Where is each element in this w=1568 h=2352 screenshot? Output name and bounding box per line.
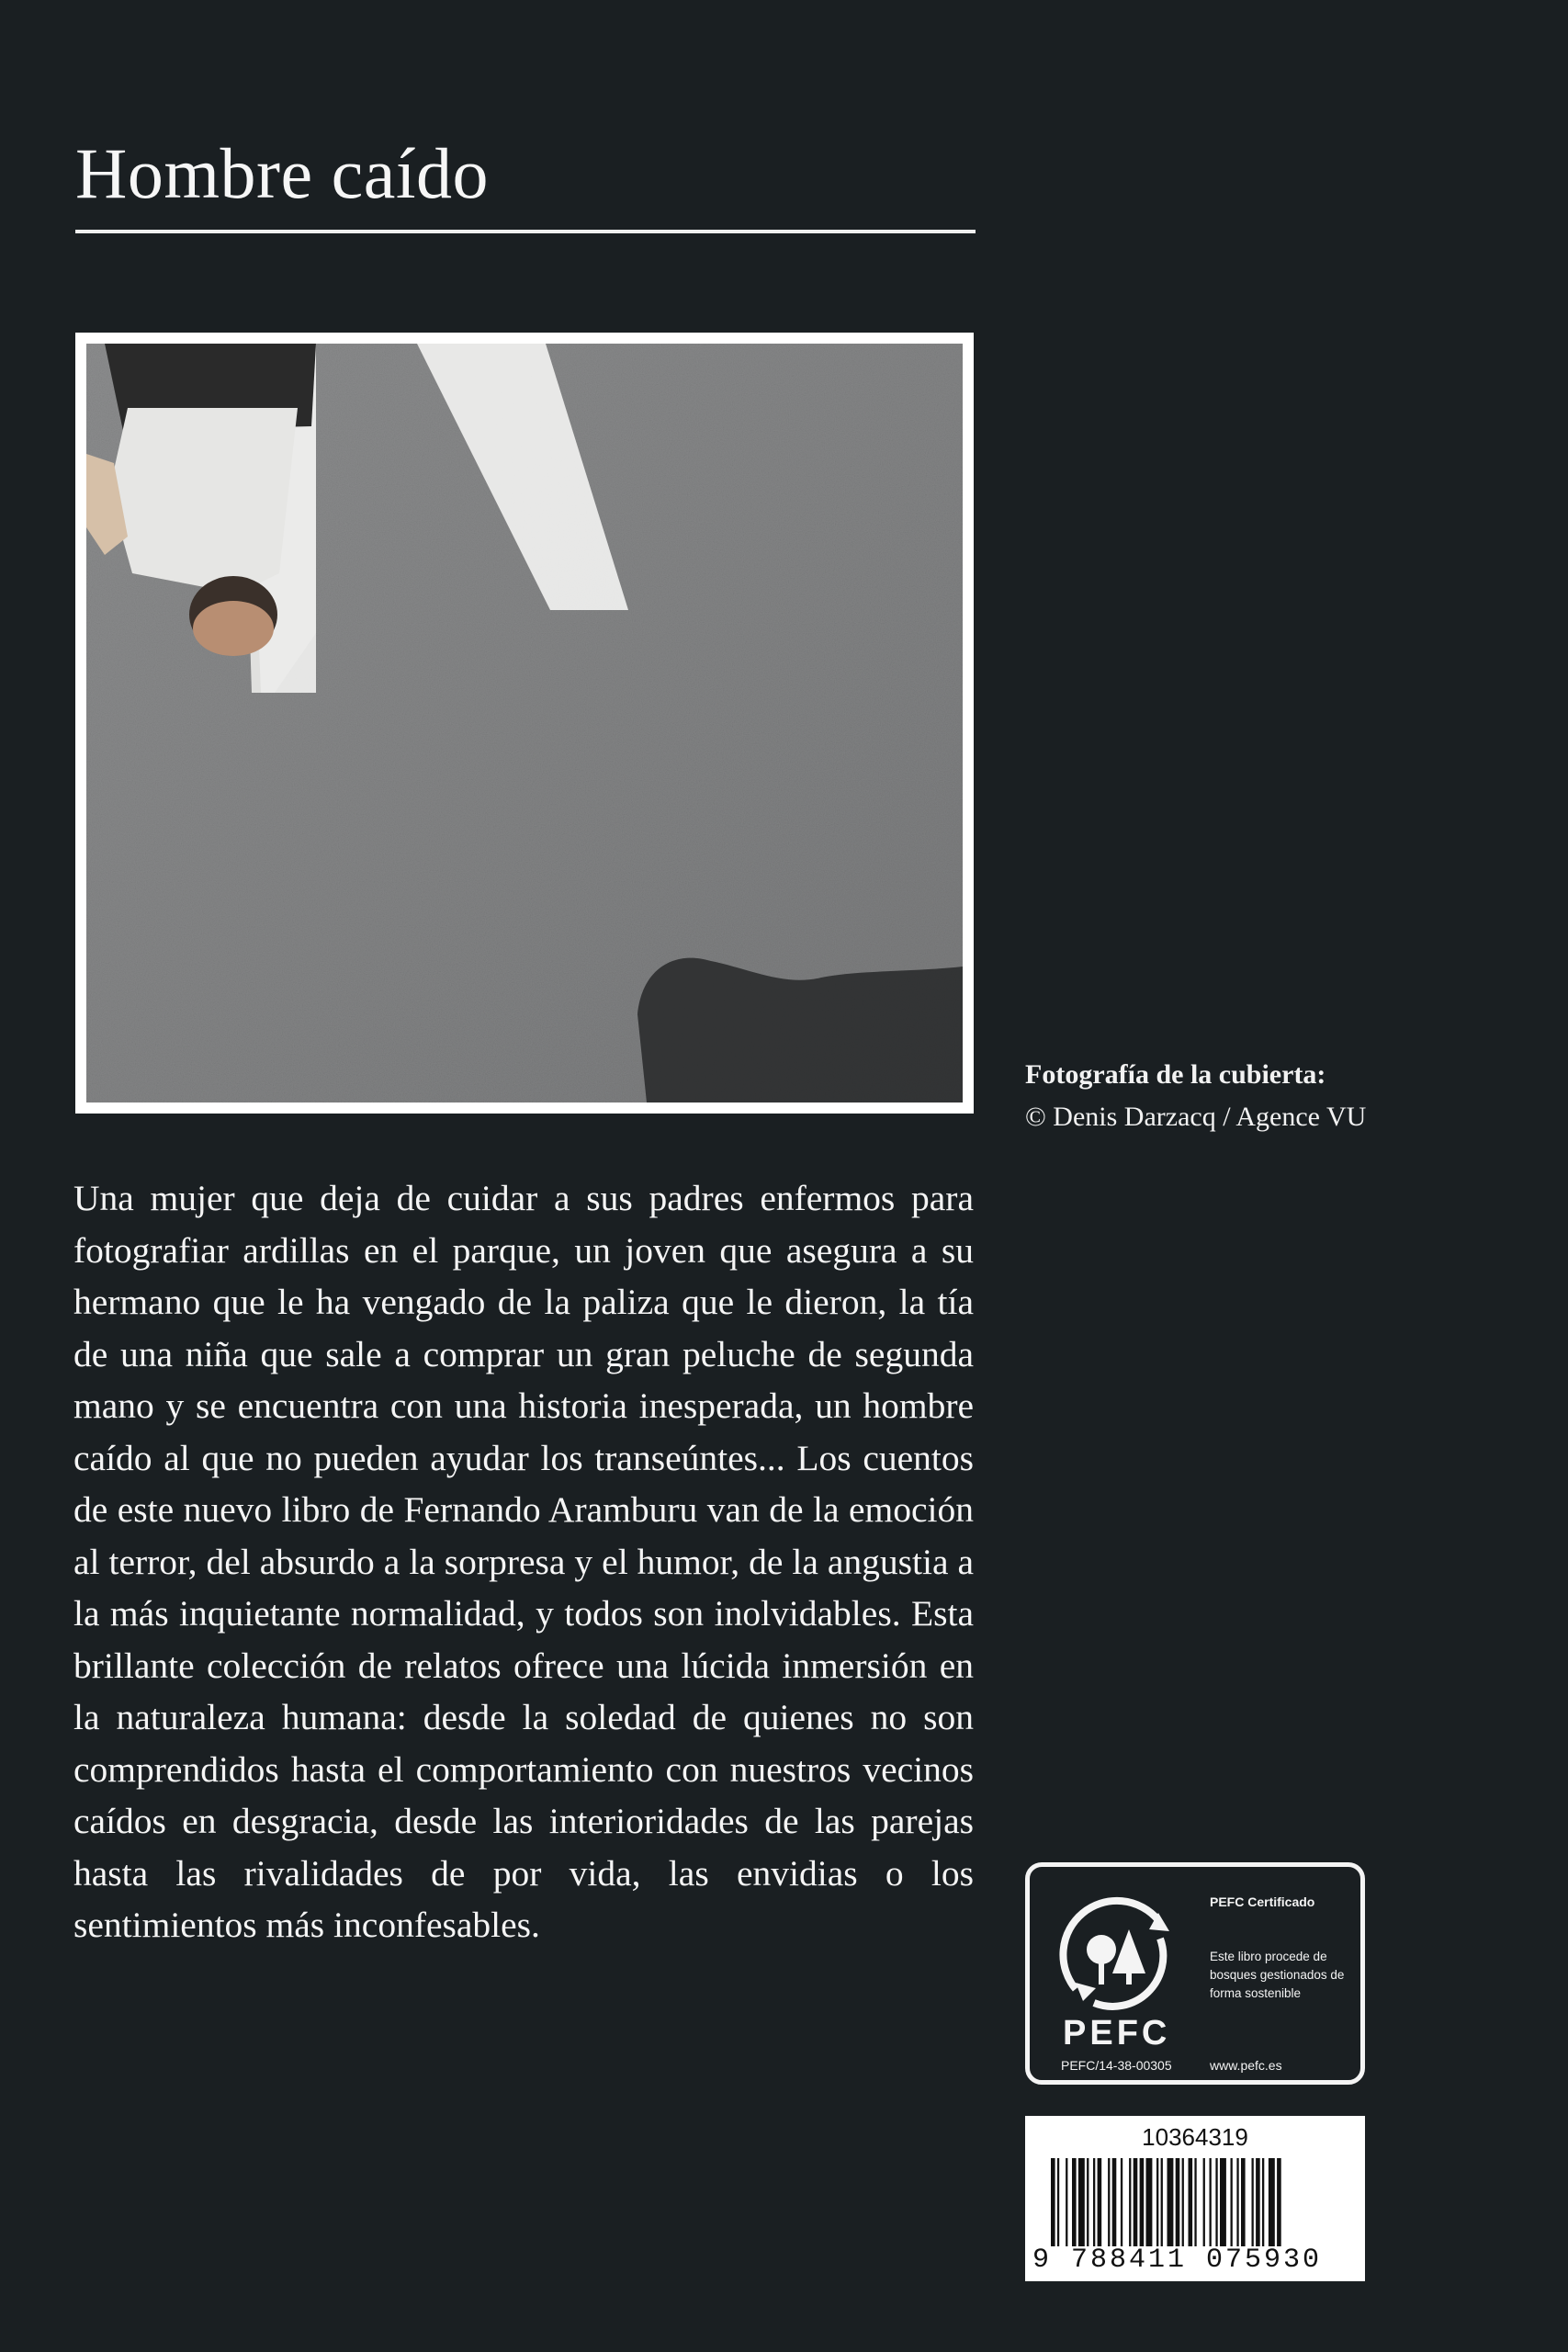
- barcode-bar: [1189, 2158, 1193, 2246]
- barcode-bar: [1057, 2158, 1059, 2246]
- barcode-bar: [1241, 2158, 1246, 2246]
- barcode-isbn-digits: 9 788411 075930: [1032, 2245, 1323, 2276]
- photo-credit-value: © Denis Darzacq / Agence VU: [1025, 1102, 1367, 1132]
- cover-photo-image: [86, 344, 963, 1102]
- barcode-bar: [1108, 2158, 1110, 2246]
- cover-photo: [75, 333, 974, 1114]
- barcode-bar: [1277, 2158, 1281, 2246]
- barcode-bar: [1112, 2158, 1117, 2246]
- barcode-bar: [1236, 2158, 1238, 2246]
- barcode-bar: [1140, 2158, 1145, 2246]
- pefc-description: Este libro procede de bosques gestionados de forma sostenible: [1210, 1950, 1345, 2000]
- barcode-bar: [1078, 2158, 1085, 2246]
- pefc-url: www.pefc.es: [1210, 2058, 1282, 2073]
- barcode-bar: [1134, 2158, 1138, 2246]
- barcode-bar: [1252, 2158, 1254, 2246]
- photo-credit-label: Fotografía de la cubierta:: [1025, 1059, 1326, 1090]
- barcode-bar: [1129, 2158, 1131, 2246]
- barcode-bar: [1121, 2158, 1122, 2246]
- barcode-bar: [1182, 2158, 1184, 2246]
- photo-credit: [1025, 1054, 1366, 1138]
- barcode-bar: [1161, 2158, 1163, 2246]
- barcode-internal-code: 10364319: [1142, 2123, 1248, 2151]
- barcode-bar: [1215, 2158, 1217, 2246]
- barcode-bar: [1203, 2158, 1205, 2246]
- barcode-bar: [1256, 2158, 1260, 2246]
- barcode-bar: [1176, 2158, 1180, 2246]
- barcode-bar: [1210, 2158, 1212, 2246]
- title-divider: [75, 230, 976, 233]
- pefc-tree-icon: [1057, 1893, 1177, 2012]
- barcode-bar: [1098, 2158, 1102, 2246]
- barcode-bars: [1051, 2158, 1343, 2246]
- barcode-bar: [1168, 2158, 1174, 2246]
- barcode-bar: [1231, 2158, 1233, 2246]
- pefc-code: PEFC/14-38-00305: [1061, 2058, 1172, 2073]
- barcode: [1025, 2116, 1365, 2281]
- barcode-bar: [1156, 2158, 1158, 2246]
- pefc-certified: PEFC Certificado: [1210, 1894, 1315, 1909]
- book-title: Hombre caído: [75, 133, 490, 213]
- barcode-bar: [1093, 2158, 1095, 2246]
- back-cover-blurb: Una mujer que deja de cuidar a sus padres enfermos para fotografiar ardillas en el parque, un joven que asegura a su hermano que le ha vengado de la paliza que le dieron, la tía de una niña que sale a comprar un gran peluche de segunda mano y se encuentra con una historia inesperada, un hombre caído al que no pueden ayudar los transeúntes... Los cuentos de este nuevo libro de Fernando Aramburu van de la emoción al terror, del absurdo a la sorpresa y el humor, de la angustia a la más inquietante normalidad, y todos son inolvidables. Esta brillante colección de relatos ofrece una lúcida inmersión en la naturaleza humana: desde la soledad de quienes no son comprendidos hasta el comportamiento con nuestros vecinos caídos en desgracia, desde las interioridades de las parejas hasta las rivalidades de por vida, las envidias o los sentimientos más inconfesables.: [73, 1178, 974, 1945]
- person-white-shirt: [109, 408, 298, 594]
- barcode-bar: [1072, 2158, 1077, 2246]
- barcode-bar: [1087, 2158, 1089, 2246]
- barcode-bar: [1066, 2158, 1067, 2246]
- pefc-logo-word: PEFC: [1063, 2014, 1171, 2052]
- barcode-bar: [1262, 2158, 1264, 2246]
- barcode-bar: [1220, 2158, 1226, 2246]
- barcode-bar: [1051, 2158, 1055, 2246]
- barcode-bar: [1194, 2158, 1196, 2246]
- barcode-bar: [1146, 2158, 1153, 2246]
- pefc-badge: [1025, 1862, 1365, 2085]
- barcode-bar: [1269, 2158, 1275, 2246]
